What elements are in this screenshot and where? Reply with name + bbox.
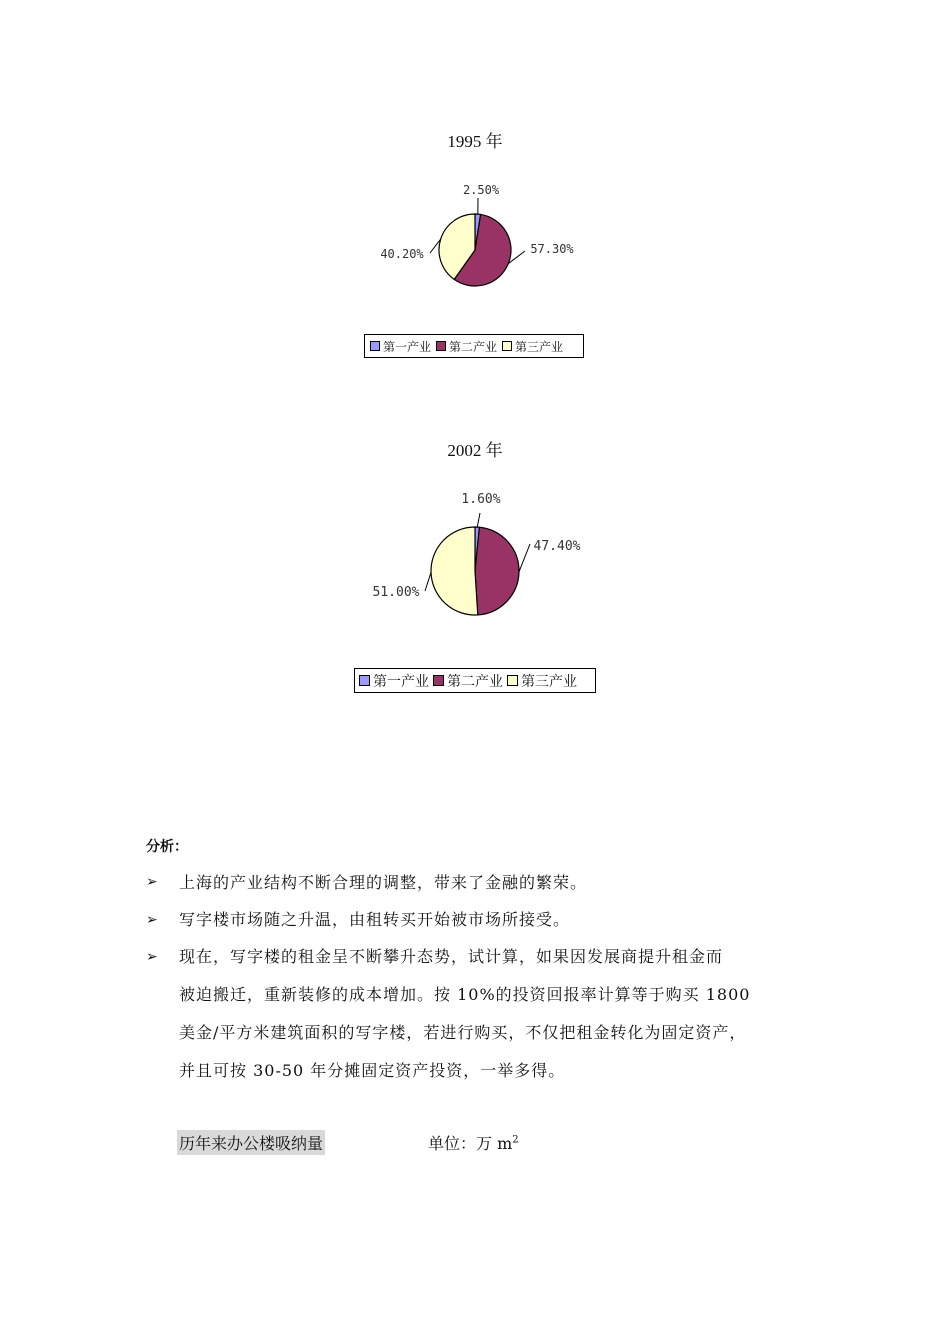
legend-label: 第三产业 (515, 339, 564, 354)
analysis-line: 上海的产业结构不断合理的调整，带来了金融的繁荣。 (179, 873, 588, 892)
legend-swatch (507, 675, 518, 686)
absorption-title: 历年来办公楼吸纳量 (177, 1130, 325, 1155)
analysis-point-3 (179, 938, 829, 1090)
analysis-point-1 (179, 864, 829, 902)
analysis-point-2 (179, 901, 829, 939)
legend-swatch (433, 675, 444, 686)
leader-line-2 (519, 544, 530, 572)
legend-label: 第三产业 (521, 673, 577, 690)
legend-item-secondary (429, 671, 503, 691)
unit-label (428, 1131, 519, 1154)
legend-label: 第一产业 (373, 673, 429, 690)
unit-text: 单位：万 m (428, 1134, 513, 1153)
analysis-heading: 分析： (146, 839, 188, 855)
legend-swatch (359, 675, 370, 686)
unit-superscript: 2 (512, 1134, 519, 1146)
legend-item-primary (355, 671, 429, 691)
legend-item-tertiary (497, 338, 563, 355)
legend-item-secondary (431, 338, 497, 355)
legend-label: 第二产业 (447, 673, 503, 690)
pie-slice-2 (475, 527, 519, 615)
analysis-line: 写字楼市场随之升温，由租转买开始被市场所接受。 (179, 910, 571, 929)
data-label-2: 47.40% (533, 539, 581, 554)
analysis-line: 现在，写字楼的租金呈不断攀升态势，试计算，如果因发展商提升租金而 (179, 947, 724, 966)
bullet-icon: ➢ (146, 874, 158, 890)
chart-legend-1995 (364, 334, 584, 358)
pie-chart-2002 (0, 480, 950, 650)
chart-title-2002: 2002 年 (447, 441, 503, 460)
analysis-line: 美金/平方米建筑面积的写字楼，若进行购买，不仅把租金转化为固定资产， (179, 1023, 747, 1042)
data-label-1: 2.50% (462, 183, 500, 197)
data-label-2: 57.30% (530, 242, 574, 256)
analysis-line: 被迫搬迁，重新装修的成本增加。按 10%的投资回报率计算等于购买 1800 (179, 985, 751, 1004)
chart-legend-2002 (354, 668, 596, 693)
legend-item-primary (365, 338, 431, 355)
legend-label: 第二产业 (449, 339, 498, 354)
legend-swatch (436, 341, 446, 351)
bullet-icon: ➢ (146, 912, 158, 928)
data-label-1: 1.60% (461, 492, 501, 507)
legend-swatch (370, 341, 380, 351)
data-label-3: 51.00% (372, 585, 420, 600)
legend-item-tertiary (503, 671, 577, 691)
legend-swatch (502, 341, 512, 351)
leader-line-1 (477, 513, 480, 527)
analysis-line: 并且可按 30-50 年分摊固定资产投资，一举多得。 (179, 1061, 566, 1080)
pie-slice-3 (431, 527, 478, 615)
chart-title-1995: 1995 年 (447, 132, 503, 151)
legend-label: 第一产业 (383, 339, 432, 354)
pie-chart-1995 (0, 170, 950, 330)
leader-line-3 (425, 572, 431, 591)
bullet-icon: ➢ (146, 949, 158, 965)
data-label-3: 40.20% (380, 247, 424, 261)
